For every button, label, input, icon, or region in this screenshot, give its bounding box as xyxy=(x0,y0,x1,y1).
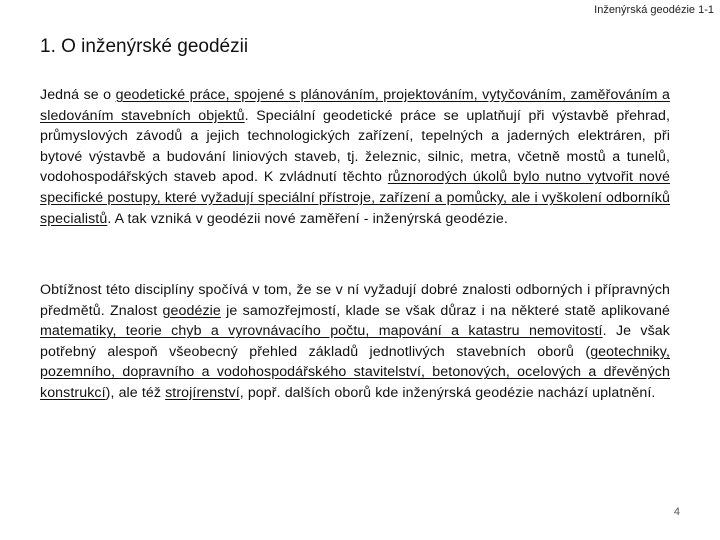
paragraph-difficulty-text-1: Obtížnost této disciplíny spočívá v tom, že se v ní vyžadují dobré znalosti odborných i přípravných předmětů. Znalost xyxy=(40,282,670,319)
underlined-new-procedures: různorodých úkolů bylo nutno vytvořit nové specifické postupy, které vyžadují speciální přístroje, zařízení a pomůcky, ale i vyškolení odborníků specialistů xyxy=(40,169,670,227)
underlined-geodesy: geodézie xyxy=(162,302,221,319)
paragraph-intro xyxy=(40,85,670,229)
underlined-construction-fields: geotechniky, pozemního, dopravního a vodohospodářského stavitelství, betonových, ocelových a dřevěných konstrukcí xyxy=(40,343,670,401)
underlined-mechanical-engineering: strojírenství xyxy=(165,384,240,401)
paragraph-intro-text-1: Jedná se o xyxy=(40,87,116,103)
paragraph-difficulty-text-5: , popř. dalších oborů kde inženýrská geodézie nachází uplatnění. xyxy=(239,384,656,401)
paragraph-difficulty-text-4: ), ale též xyxy=(105,384,166,401)
paragraph-difficulty-text-3: . Je však potřebný alespoň všeobecný přehled základů jednotlivých stavebních oborů ( xyxy=(40,323,670,360)
page-title: 1. O inženýrské geodézii xyxy=(40,36,249,57)
paragraph-difficulty xyxy=(40,280,670,404)
slide-header: Inženýrská geodézie 1-1 xyxy=(594,4,714,16)
page-number: 4 xyxy=(673,506,680,518)
underlined-math-topics: matematiky, teorie chyb a vyrovnávacího počtu, mapování a katastru nemovitostí xyxy=(40,323,603,340)
underlined-geodetic-works: geodetické práce, spojené s plánováním, projektováním, vytyčováním, zaměřováním a sledováním stavebních objektů xyxy=(40,87,670,124)
paragraph-intro-text-3: . A tak vzniká v geodézii nové zaměření - inženýrská geodézie. xyxy=(107,210,508,227)
paragraph-difficulty-text-2: je samozřejmostí, klade se však důraz i na některé statě aplikované xyxy=(220,302,670,319)
paragraph-intro-text-2: . Speciální geodetické práce se uplatňují při výstavbě přehrad, průmyslových závodů a jejich technologických zařízení, tepelných a jaderných elektráren, při bytové výstavbě a budování liniových staveb, tj. železnic, silnic, metra, včetně mostů a tunelů, vodohospodářských staveb apod. K zvládnutí těchto xyxy=(40,107,670,186)
